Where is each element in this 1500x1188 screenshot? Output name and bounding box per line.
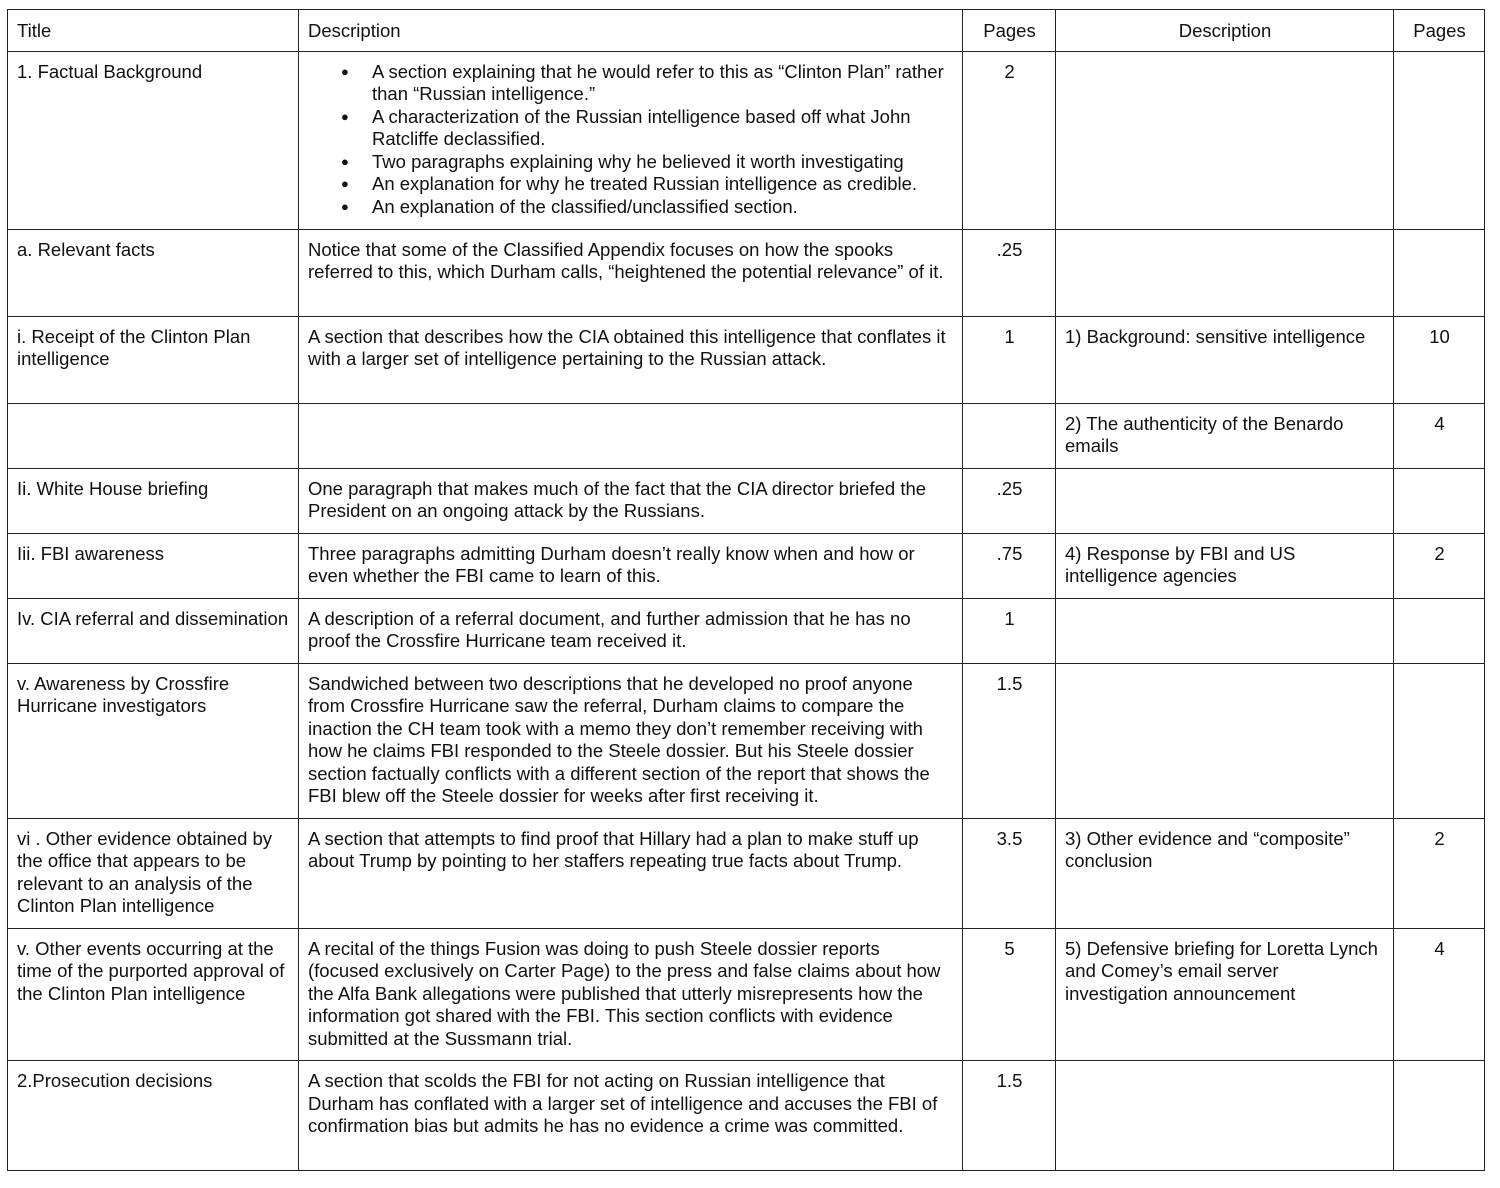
row-pages: .25 bbox=[963, 229, 1056, 316]
row-title: v. Other events occurring at the time of the purported approval of the Clinton Plan intelligence bbox=[8, 928, 299, 1061]
row-pages bbox=[963, 403, 1056, 468]
row-title: 2.Prosecution decisions bbox=[8, 1061, 299, 1171]
row-description-2: 2) The authenticity of the Benardo emails bbox=[1056, 403, 1394, 468]
header-description-2: Description bbox=[1056, 10, 1394, 52]
header-title: Title bbox=[8, 10, 299, 52]
row-pages: 2 bbox=[963, 51, 1056, 229]
row-pages: 1 bbox=[963, 316, 1056, 403]
row-title: Iii. FBI awareness bbox=[8, 533, 299, 598]
row-description bbox=[299, 51, 963, 229]
table-row bbox=[8, 533, 1485, 598]
row-description-2 bbox=[1056, 598, 1394, 663]
bullet-list bbox=[308, 61, 952, 219]
table-row bbox=[8, 229, 1485, 316]
header-description: Description bbox=[299, 10, 963, 52]
row-description-2 bbox=[1056, 229, 1394, 316]
table-row bbox=[8, 51, 1485, 229]
bullet-item: ● An explanation of the classified/unclassified section. bbox=[372, 196, 952, 219]
bullet-item: ● An explanation for why he treated Russian intelligence as credible. bbox=[372, 173, 952, 196]
row-description: A recital of the things Fusion was doing to push Steele dossier reports (focused exclusively on Carter Page) to the press and false claims about how the Alfa Bank allegations were published that utterly misrepresents how the information got shared with the FBI. This section conflicts with evidence submitted at the Sussmann trial. bbox=[299, 928, 963, 1061]
row-description-2: 5) Defensive briefing for Loretta Lynch and Comey’s email server investigation announcement bbox=[1056, 928, 1394, 1061]
row-description-2: 4) Response by FBI and US intelligence agencies bbox=[1056, 533, 1394, 598]
row-title: Ii. White House briefing bbox=[8, 468, 299, 533]
row-pages: 5 bbox=[963, 928, 1056, 1061]
table-row bbox=[8, 818, 1485, 928]
table-row bbox=[8, 1061, 1485, 1171]
row-pages-2 bbox=[1394, 598, 1485, 663]
table-row bbox=[8, 663, 1485, 818]
row-pages-2 bbox=[1394, 51, 1485, 229]
row-title: vi . Other evidence obtained by the office that appears to be relevant to an analysis of the Clinton Plan intelligence bbox=[8, 818, 299, 928]
row-pages: 1.5 bbox=[963, 663, 1056, 818]
row-title: i. Receipt of the Clinton Plan intelligence bbox=[8, 316, 299, 403]
bullet-item: ● A characterization of the Russian intelligence based off what John Ratcliffe declassified. bbox=[372, 106, 952, 151]
row-title: Iv. CIA referral and dissemination bbox=[8, 598, 299, 663]
row-pages: 1.5 bbox=[963, 1061, 1056, 1171]
row-description bbox=[299, 403, 963, 468]
row-title: v. Awareness by Crossfire Hurricane investigators bbox=[8, 663, 299, 818]
row-pages-2 bbox=[1394, 663, 1485, 818]
header-pages-2: Pages bbox=[1394, 10, 1485, 52]
row-pages: 1 bbox=[963, 598, 1056, 663]
row-pages-2 bbox=[1394, 229, 1485, 316]
table-row bbox=[8, 928, 1485, 1061]
row-description: Sandwiched between two descriptions that he developed no proof anyone from Crossfire Hurricane saw the referral, Durham claims to compare the inaction the CH team took with a memo they don’t remember receiving with how he claims FBI responded to the Steele dossier. But his Steele dossier section factually conflicts with a different section of the report that shows the FBI blew off the Steele dossier for weeks after first receiving it. bbox=[299, 663, 963, 818]
row-title bbox=[8, 403, 299, 468]
bullet-item: ● Two paragraphs explaining why he believed it worth investigating bbox=[372, 151, 952, 174]
row-title: a. Relevant facts bbox=[8, 229, 299, 316]
row-description-2 bbox=[1056, 468, 1394, 533]
row-pages-2: 2 bbox=[1394, 533, 1485, 598]
row-pages: 3.5 bbox=[963, 818, 1056, 928]
row-pages: .25 bbox=[963, 468, 1056, 533]
row-description: A section that describes how the CIA obtained this intelligence that conflates it with a larger set of intelligence pertaining to the Russian attack. bbox=[299, 316, 963, 403]
row-description-2: 1) Background: sensitive intelligence bbox=[1056, 316, 1394, 403]
row-pages-2 bbox=[1394, 468, 1485, 533]
row-description: A section that scolds the FBI for not acting on Russian intelligence that Durham has conflated with a larger set of intelligence and accuses the FBI of confirmation bias but admits he has no evidence a crime was committed. bbox=[299, 1061, 963, 1171]
row-description-2 bbox=[1056, 663, 1394, 818]
table-row bbox=[8, 316, 1485, 403]
row-description: One paragraph that makes much of the fact that the CIA director briefed the President on an ongoing attack by the Russians. bbox=[299, 468, 963, 533]
row-description: A section that attempts to find proof that Hillary had a plan to make stuff up about Trump by pointing to her staffers repeating true facts about Trump. bbox=[299, 818, 963, 928]
header-pages: Pages bbox=[963, 10, 1056, 52]
row-description-2: 3) Other evidence and “composite” conclusion bbox=[1056, 818, 1394, 928]
row-pages-2: 2 bbox=[1394, 818, 1485, 928]
row-pages-2: 4 bbox=[1394, 403, 1485, 468]
bullet-item: ● A section explaining that he would refer to this as “Clinton Plan” rather than “Russian intelligence.” bbox=[372, 61, 952, 106]
row-pages-2 bbox=[1394, 1061, 1485, 1171]
row-description: A description of a referral document, and further admission that he has no proof the Crossfire Hurricane team received it. bbox=[299, 598, 963, 663]
row-description-2 bbox=[1056, 51, 1394, 229]
row-pages-2: 4 bbox=[1394, 928, 1485, 1061]
table-row bbox=[8, 598, 1485, 663]
table-row bbox=[8, 468, 1485, 533]
header-row bbox=[8, 10, 1485, 52]
report-comparison-table bbox=[7, 9, 1485, 1171]
row-pages-2: 10 bbox=[1394, 316, 1485, 403]
row-description: Three paragraphs admitting Durham doesn’t really know when and how or even whether the FBI came to learn of this. bbox=[299, 533, 963, 598]
table-row bbox=[8, 403, 1485, 468]
row-description: Notice that some of the Classified Appendix focuses on how the spooks referred to this, which Durham calls, “heightened the potential relevance” of it. bbox=[299, 229, 963, 316]
row-title: 1. Factual Background bbox=[8, 51, 299, 229]
row-description-2 bbox=[1056, 1061, 1394, 1171]
row-pages: .75 bbox=[963, 533, 1056, 598]
